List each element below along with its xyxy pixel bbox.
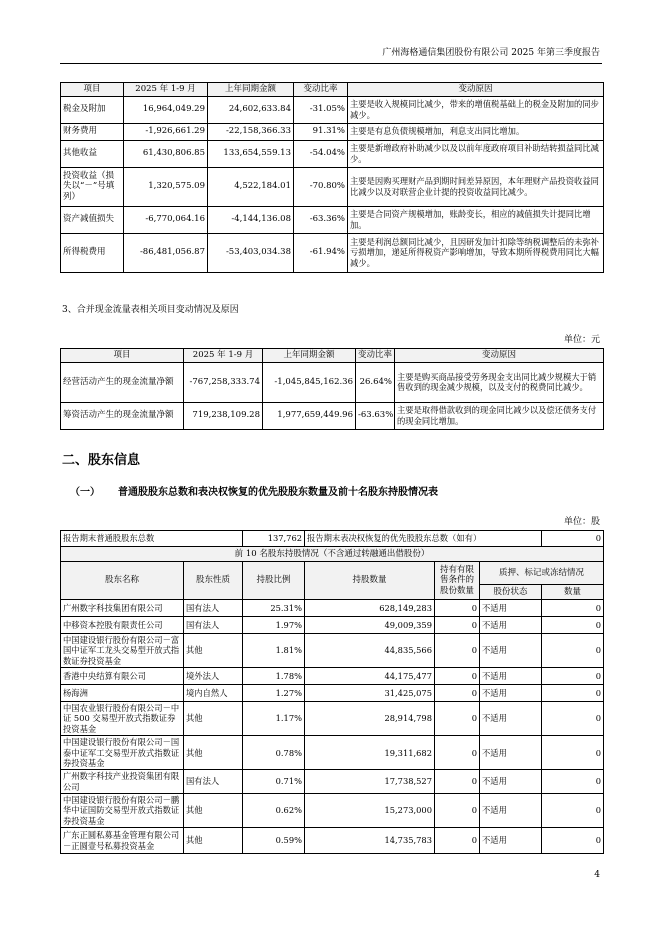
current-amount-cell: 16,964,049.29 (124, 96, 208, 123)
current-amount-cell: -86,481,056.87 (124, 233, 208, 272)
column-header: 股东名称 (61, 562, 184, 600)
reason-cell: 主要是利润总额同比减少，且因研发加计扣除等纳税调整后的未弥补亏损增加，递延所得税资产影响增加，导致本期所得税费用同比大幅减少。 (348, 233, 604, 272)
item-cell: 所得税费用 (61, 233, 124, 272)
shareholder-nature-cell: 其他 (184, 793, 243, 827)
restricted-qty-cell: 0 (435, 600, 480, 617)
subsection-title: 普通股股东总数和表决权恢复的优先股股东数量及前十名股东持股情况表 (118, 487, 438, 498)
shareholder-name-cell: 广州数字科技集团有限公司 (61, 600, 184, 617)
table-row (61, 123, 604, 140)
pledge-count-cell: 0 (542, 793, 604, 827)
pledge-count-cell: 0 (542, 770, 604, 794)
subsection-number: （一） (70, 487, 100, 498)
shareholder-name-cell: 香港中央结算有限公司 (61, 668, 184, 685)
table-row (61, 233, 604, 272)
ratio-cell: -63.63% (356, 402, 395, 429)
pledge-status-cell: 不适用 (480, 600, 542, 617)
ratio-cell: -63.36% (294, 206, 348, 233)
current-amount-cell: 61,430,806.85 (124, 140, 208, 167)
column-header: 2025 年 1-9 月 (184, 349, 263, 363)
report-header-title: 广州海格通信集团股份有限公司 2025 年第三季度报告 (382, 48, 600, 58)
pledge-count-cell: 0 (542, 634, 604, 668)
restricted-qty-cell: 0 (435, 793, 480, 827)
cashflow-changes-table (60, 348, 604, 430)
shareholder-unit-label: 单位：股 (563, 517, 600, 527)
shareholder-nature-cell: 其他 (184, 634, 243, 668)
item-cell: 财务费用 (61, 123, 124, 140)
table-header-row (61, 83, 604, 97)
pledge-count-cell: 0 (542, 600, 604, 617)
holding-pct-cell: 0.62% (243, 793, 305, 827)
column-header: 2025 年 1-9 月 (124, 83, 208, 97)
reason-cell: 主要是有息负债规模增加，利息支出同比增加。 (348, 123, 604, 140)
prior-amount-cell: -1,045,845,162.36 (263, 362, 356, 402)
restricted-qty-cell: 0 (435, 702, 480, 736)
prior-amount-cell: 4,522,184.01 (208, 167, 294, 206)
item-cell: 税金及附加 (61, 96, 124, 123)
current-amount-cell: 719,238,109.28 (184, 402, 263, 429)
holding-qty-cell: 19,311,682 (305, 736, 435, 770)
holding-pct-cell: 25.31% (243, 600, 305, 617)
pledge-status-cell: 不适用 (480, 770, 542, 794)
restricted-qty-cell: 0 (435, 685, 480, 702)
restricted-qty-cell: 0 (435, 770, 480, 794)
prior-amount-cell: -4,144,136.08 (208, 206, 294, 233)
pledge-count-cell: 0 (542, 617, 604, 634)
shareholder-name-cell: 广东正圆私募基金管理有限公司－正圆壹号私募投资基金 (61, 828, 184, 854)
pledge-status-cell: 不适用 (480, 668, 542, 685)
current-amount-cell: -767,258,333.74 (184, 362, 263, 402)
table-row (61, 770, 604, 794)
restricted-qty-cell: 0 (435, 617, 480, 634)
holding-pct-cell: 1.27% (243, 685, 305, 702)
preferred-shareholders-value: 0 (542, 531, 604, 547)
current-amount-cell: -1,926,661.29 (124, 123, 208, 140)
item-cell: 经营活动产生的现金流量净额 (61, 362, 184, 402)
item-cell: 投资收益（损失以“－”号填列） (61, 167, 124, 206)
profit-changes-table (60, 82, 604, 273)
table-row (61, 685, 604, 702)
reason-cell: 主要是购买商品接受劳务现金支出同比减少规模大于销售收到的现金减少规模，以及支付的税费同比减少。 (395, 362, 604, 402)
column-header: 上年同期金额 (263, 349, 356, 363)
reason-cell: 主要是因购买理财产品到期时间差异原因，本年理财产品投资收益同比减少以及对联营企业计提的投资收益同比减少。 (348, 167, 604, 206)
top10-title: 前 10 名股东持股情况（不含通过转融通出借股份） (61, 547, 604, 562)
item-cell: 资产减值损失 (61, 206, 124, 233)
holding-qty-cell: 49,009,359 (305, 617, 435, 634)
holding-qty-cell: 44,175,477 (305, 668, 435, 685)
pledge-status-cell: 不适用 (480, 793, 542, 827)
pledge-status-cell: 不适用 (480, 617, 542, 634)
ratio-cell: -31.05% (294, 96, 348, 123)
holding-pct-cell: 0.59% (243, 828, 305, 854)
shareholder-name-cell: 中国建设银行股份有限公司－富国中证军工龙头交易型开放式指数证券投资基金 (61, 634, 184, 668)
shareholder-nature-cell: 其他 (184, 702, 243, 736)
ratio-cell: 26.64% (356, 362, 395, 402)
shareholder-name-cell: 杨海洲 (61, 685, 184, 702)
pledge-status-cell: 不适用 (480, 685, 542, 702)
item-cell: 筹资活动产生的现金流量净额 (61, 402, 184, 429)
shareholder-name-cell: 广州数字科技产业投资集团有限公司 (61, 770, 184, 794)
table-row (61, 140, 604, 167)
shareholder-name-cell: 中国建设银行股份有限公司－国泰中证军工交易型开放式指数证券投资基金 (61, 736, 184, 770)
header-divider (60, 63, 602, 64)
ratio-cell: 91.31% (294, 123, 348, 140)
shareholder-nature-cell: 国有法人 (184, 770, 243, 794)
table-header-row (61, 349, 604, 363)
holding-qty-cell: 44,835,566 (305, 634, 435, 668)
reason-cell: 主要是新增政府补助减少以及以前年度政府项目补助结转损益同比减少。 (348, 140, 604, 167)
table-header-row (61, 562, 604, 585)
holding-qty-cell: 15,273,000 (305, 793, 435, 827)
prior-amount-cell: -22,158,366.33 (208, 123, 294, 140)
total-shareholders-row (61, 531, 604, 547)
cashflow-unit-label: 单位：元 (563, 335, 600, 345)
restricted-qty-cell: 0 (435, 668, 480, 685)
preferred-shareholders-label: 报告期末表决权恢复的优先股股东总数（如有） (305, 531, 542, 547)
subsection-heading (70, 487, 438, 500)
table-row (61, 736, 604, 770)
shareholder-nature-cell: 国有法人 (184, 600, 243, 617)
table-row (61, 702, 604, 736)
prior-amount-cell: -53,403,034.38 (208, 233, 294, 272)
cashflow-section-title: 3、合并现金流量表相关项目变动情况及原因 (62, 305, 239, 315)
holding-qty-cell: 28,914,798 (305, 702, 435, 736)
reason-cell: 主要是合同资产规模增加，账龄变长，相应的减值损失计提同比增加。 (348, 206, 604, 233)
pledge-status-cell: 不适用 (480, 736, 542, 770)
table-row (61, 668, 604, 685)
column-header: 变动原因 (395, 349, 604, 363)
prior-amount-cell: 24,602,633.84 (208, 96, 294, 123)
shareholder-nature-cell: 境内自然人 (184, 685, 243, 702)
item-cell: 其他收益 (61, 140, 124, 167)
column-header: 持有有限售条件的股份数量 (435, 562, 480, 600)
page-number: 4 (594, 870, 600, 880)
pledge-status-cell: 不适用 (480, 828, 542, 854)
holding-pct-cell: 1.97% (243, 617, 305, 634)
prior-amount-cell: 1,977,659,449.96 (263, 402, 356, 429)
total-shareholders-label: 报告期末普通股股东总数 (61, 531, 243, 547)
column-header: 持股数量 (305, 562, 435, 600)
shareholder-table (60, 530, 604, 854)
holding-qty-cell: 31,425,075 (305, 685, 435, 702)
shareholder-name-cell: 中国农业银行股份有限公司－中证 500 交易型开放式指数证券投资基金 (61, 702, 184, 736)
column-header: 上年同期金额 (208, 83, 294, 97)
current-amount-cell: -6,770,064.16 (124, 206, 208, 233)
restricted-qty-cell: 0 (435, 828, 480, 854)
pledge-count-cell: 0 (542, 736, 604, 770)
prior-amount-cell: 133,654,559.13 (208, 140, 294, 167)
column-header: 变动原因 (348, 83, 604, 97)
table-row (61, 402, 604, 429)
section-heading: 二、股东信息 (62, 453, 141, 468)
shareholder-nature-cell: 其他 (184, 828, 243, 854)
shareholder-nature-cell: 境外法人 (184, 668, 243, 685)
table-row (61, 617, 604, 634)
current-amount-cell: 1,320,575.09 (124, 167, 208, 206)
table-row (61, 96, 604, 123)
pledge-status-cell: 不适用 (480, 702, 542, 736)
table-row (61, 167, 604, 206)
shareholder-name-cell: 中国建设银行股份有限公司－鹏华中证国防交易型开放式指数证券投资基金 (61, 793, 184, 827)
holding-pct-cell: 1.78% (243, 668, 305, 685)
holding-pct-cell: 1.81% (243, 634, 305, 668)
column-header: 变动比率 (294, 83, 348, 97)
top10-title-row (61, 547, 604, 562)
column-header: 股份状态 (480, 585, 542, 600)
holding-qty-cell: 17,738,527 (305, 770, 435, 794)
pledge-status-cell: 不适用 (480, 634, 542, 668)
holding-pct-cell: 1.17% (243, 702, 305, 736)
table-row (61, 600, 604, 617)
ratio-cell: -54.04% (294, 140, 348, 167)
column-header: 项目 (61, 83, 124, 97)
table-row (61, 206, 604, 233)
column-header: 数量 (542, 585, 604, 600)
pledge-count-cell: 0 (542, 828, 604, 854)
column-header: 股东性质 (184, 562, 243, 600)
column-header: 持股比例 (243, 562, 305, 600)
column-header: 质押、标记或冻结情况 (480, 562, 604, 585)
restricted-qty-cell: 0 (435, 634, 480, 668)
shareholder-name-cell: 中移资本控股有限责任公司 (61, 617, 184, 634)
table-row (61, 634, 604, 668)
shareholder-nature-cell: 国有法人 (184, 617, 243, 634)
table-row (61, 828, 604, 854)
pledge-count-cell: 0 (542, 685, 604, 702)
column-header: 变动比率 (356, 349, 395, 363)
ratio-cell: -70.80% (294, 167, 348, 206)
shareholder-nature-cell: 其他 (184, 736, 243, 770)
holding-qty-cell: 628,149,283 (305, 600, 435, 617)
total-shareholders-value: 137,762 (243, 531, 305, 547)
holding-pct-cell: 0.78% (243, 736, 305, 770)
reason-cell: 主要是收入规模同比减少，带来的增值税基础上的税金及附加的同步减少。 (348, 96, 604, 123)
table-row (61, 793, 604, 827)
pledge-count-cell: 0 (542, 668, 604, 685)
reason-cell: 主要是取得借款收到的现金同比减少以及偿还债务支付的现金同比增加。 (395, 402, 604, 429)
table-row (61, 362, 604, 402)
holding-qty-cell: 14,735,783 (305, 828, 435, 854)
column-header: 项目 (61, 349, 184, 363)
holding-pct-cell: 0.71% (243, 770, 305, 794)
ratio-cell: -61.94% (294, 233, 348, 272)
restricted-qty-cell: 0 (435, 736, 480, 770)
pledge-count-cell: 0 (542, 702, 604, 736)
